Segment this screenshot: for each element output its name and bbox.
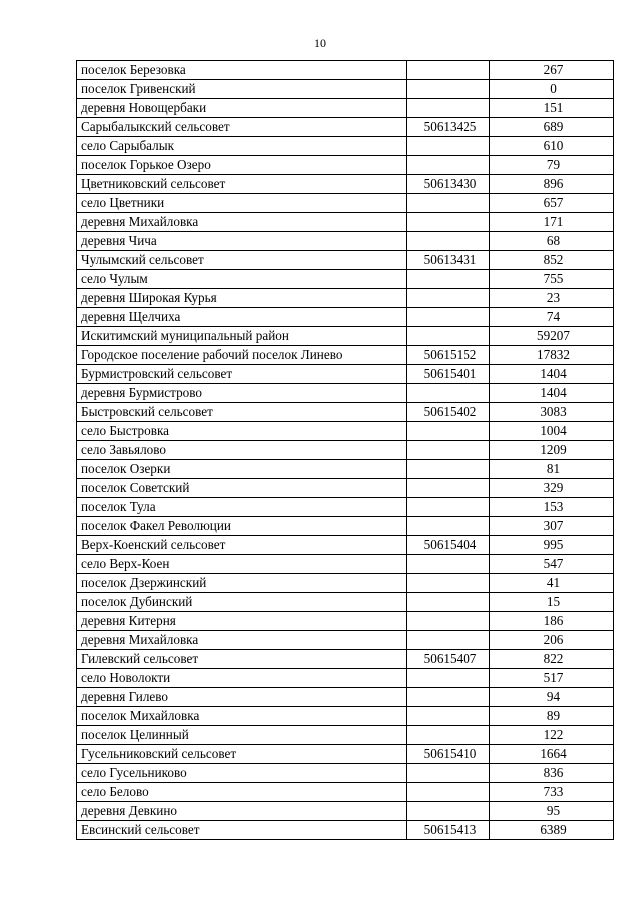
name-cell: поселок Горькое Озеро bbox=[77, 156, 407, 175]
okato-code-cell bbox=[407, 194, 490, 213]
okato-code-cell bbox=[407, 289, 490, 308]
okato-code-cell bbox=[407, 80, 490, 99]
name-cell: Гусельниковский сельсовет bbox=[77, 745, 407, 764]
name-cell: деревня Китерня bbox=[77, 612, 407, 631]
table-row bbox=[77, 707, 614, 726]
population-cell: 6389 bbox=[490, 821, 614, 840]
table-row bbox=[77, 631, 614, 650]
okato-code-cell bbox=[407, 707, 490, 726]
table-row bbox=[77, 289, 614, 308]
okato-code-cell bbox=[407, 232, 490, 251]
population-cell: 517 bbox=[490, 669, 614, 688]
name-cell: деревня Михайловка bbox=[77, 213, 407, 232]
population-cell: 89 bbox=[490, 707, 614, 726]
population-cell: 68 bbox=[490, 232, 614, 251]
name-cell: деревня Михайловка bbox=[77, 631, 407, 650]
table-row bbox=[77, 175, 614, 194]
population-cell: 153 bbox=[490, 498, 614, 517]
population-cell: 547 bbox=[490, 555, 614, 574]
name-cell: Искитимский муниципальный район bbox=[77, 327, 407, 346]
table-row bbox=[77, 156, 614, 175]
name-cell: село Чулым bbox=[77, 270, 407, 289]
name-cell: Бурмистровский сельсовет bbox=[77, 365, 407, 384]
population-cell: 755 bbox=[490, 270, 614, 289]
name-cell: поселок Березовка bbox=[77, 61, 407, 80]
name-cell: село Цветники bbox=[77, 194, 407, 213]
name-cell: поселок Тула bbox=[77, 498, 407, 517]
okato-code-cell bbox=[407, 688, 490, 707]
okato-code-cell bbox=[407, 612, 490, 631]
population-cell: 41 bbox=[490, 574, 614, 593]
okato-code-cell bbox=[407, 308, 490, 327]
population-cell: 836 bbox=[490, 764, 614, 783]
population-cell: 59207 bbox=[490, 327, 614, 346]
okato-code-cell bbox=[407, 631, 490, 650]
name-cell: поселок Дзержинский bbox=[77, 574, 407, 593]
okato-code-cell: 50615402 bbox=[407, 403, 490, 422]
okato-code-cell: 50615152 bbox=[407, 346, 490, 365]
okato-code-cell bbox=[407, 479, 490, 498]
table-row bbox=[77, 422, 614, 441]
table-row bbox=[77, 232, 614, 251]
okato-code-cell bbox=[407, 726, 490, 745]
table-row bbox=[77, 460, 614, 479]
population-cell: 17832 bbox=[490, 346, 614, 365]
population-cell: 74 bbox=[490, 308, 614, 327]
table-row bbox=[77, 384, 614, 403]
name-cell: поселок Гривенский bbox=[77, 80, 407, 99]
name-cell: поселок Озерки bbox=[77, 460, 407, 479]
name-cell: деревня Щелчиха bbox=[77, 308, 407, 327]
table-row bbox=[77, 251, 614, 270]
okato-code-cell bbox=[407, 460, 490, 479]
population-cell: 81 bbox=[490, 460, 614, 479]
population-cell: 171 bbox=[490, 213, 614, 232]
okato-code-cell: 50613430 bbox=[407, 175, 490, 194]
table-row bbox=[77, 270, 614, 289]
population-cell: 1664 bbox=[490, 745, 614, 764]
population-cell: 3083 bbox=[490, 403, 614, 422]
table-row bbox=[77, 593, 614, 612]
okato-code-cell: 50613425 bbox=[407, 118, 490, 137]
population-cell: 852 bbox=[490, 251, 614, 270]
name-cell: село Верх-Коен bbox=[77, 555, 407, 574]
table-row bbox=[77, 498, 614, 517]
okato-code-cell bbox=[407, 517, 490, 536]
table-row bbox=[77, 137, 614, 156]
table-row bbox=[77, 213, 614, 232]
okato-code-cell: 50615410 bbox=[407, 745, 490, 764]
okato-code-cell bbox=[407, 783, 490, 802]
table-row bbox=[77, 650, 614, 669]
okato-code-cell bbox=[407, 422, 490, 441]
population-cell: 822 bbox=[490, 650, 614, 669]
table-row bbox=[77, 612, 614, 631]
settlements-table bbox=[76, 60, 614, 840]
population-cell: 733 bbox=[490, 783, 614, 802]
name-cell: деревня Бурмистрово bbox=[77, 384, 407, 403]
table-row bbox=[77, 80, 614, 99]
population-cell: 151 bbox=[490, 99, 614, 118]
table-row bbox=[77, 574, 614, 593]
table-row bbox=[77, 118, 614, 137]
name-cell: Сарыбалыкский сельсовет bbox=[77, 118, 407, 137]
name-cell: Верх-Коенский сельсовет bbox=[77, 536, 407, 555]
table-row bbox=[77, 745, 614, 764]
name-cell: село Сарыбалык bbox=[77, 137, 407, 156]
table-row bbox=[77, 61, 614, 80]
okato-code-cell bbox=[407, 764, 490, 783]
name-cell: Евсинский сельсовет bbox=[77, 821, 407, 840]
population-cell: 186 bbox=[490, 612, 614, 631]
table-row bbox=[77, 308, 614, 327]
page-number: 10 bbox=[314, 36, 326, 50]
population-cell: 610 bbox=[490, 137, 614, 156]
name-cell: поселок Дубинский bbox=[77, 593, 407, 612]
okato-code-cell bbox=[407, 498, 490, 517]
okato-code-cell bbox=[407, 555, 490, 574]
population-cell: 896 bbox=[490, 175, 614, 194]
population-cell: 689 bbox=[490, 118, 614, 137]
okato-code-cell bbox=[407, 441, 490, 460]
name-cell: Цветниковский сельсовет bbox=[77, 175, 407, 194]
population-cell: 267 bbox=[490, 61, 614, 80]
population-cell: 1404 bbox=[490, 384, 614, 403]
table-row bbox=[77, 327, 614, 346]
population-cell: 94 bbox=[490, 688, 614, 707]
name-cell: деревня Широкая Курья bbox=[77, 289, 407, 308]
name-cell: Городское поселение рабочий поселок Линево bbox=[77, 346, 407, 365]
table-row bbox=[77, 688, 614, 707]
table-row bbox=[77, 403, 614, 422]
name-cell: село Белово bbox=[77, 783, 407, 802]
table-row bbox=[77, 346, 614, 365]
okato-code-cell: 50615407 bbox=[407, 650, 490, 669]
okato-code-cell bbox=[407, 669, 490, 688]
okato-code-cell bbox=[407, 802, 490, 821]
okato-code-cell bbox=[407, 384, 490, 403]
name-cell: село Завьялово bbox=[77, 441, 407, 460]
population-cell: 657 bbox=[490, 194, 614, 213]
okato-code-cell bbox=[407, 61, 490, 80]
name-cell: село Гусельниково bbox=[77, 764, 407, 783]
population-cell: 1404 bbox=[490, 365, 614, 384]
okato-code-cell bbox=[407, 99, 490, 118]
okato-code-cell bbox=[407, 593, 490, 612]
name-cell: деревня Гилево bbox=[77, 688, 407, 707]
name-cell: Чулымский сельсовет bbox=[77, 251, 407, 270]
name-cell: село Быстровка bbox=[77, 422, 407, 441]
name-cell: Гилевский сельсовет bbox=[77, 650, 407, 669]
okato-code-cell bbox=[407, 156, 490, 175]
population-cell: 23 bbox=[490, 289, 614, 308]
table-row bbox=[77, 194, 614, 213]
table-row bbox=[77, 517, 614, 536]
name-cell: поселок Советский bbox=[77, 479, 407, 498]
okato-code-cell: 50615413 bbox=[407, 821, 490, 840]
table-row bbox=[77, 821, 614, 840]
name-cell: поселок Факел Революции bbox=[77, 517, 407, 536]
population-cell: 307 bbox=[490, 517, 614, 536]
population-cell: 1209 bbox=[490, 441, 614, 460]
population-cell: 329 bbox=[490, 479, 614, 498]
settlements-table-body bbox=[77, 61, 614, 840]
okato-code-cell: 50615404 bbox=[407, 536, 490, 555]
population-cell: 995 bbox=[490, 536, 614, 555]
table-row bbox=[77, 783, 614, 802]
name-cell: деревня Чича bbox=[77, 232, 407, 251]
table-row bbox=[77, 536, 614, 555]
population-cell: 206 bbox=[490, 631, 614, 650]
population-cell: 79 bbox=[490, 156, 614, 175]
table-row bbox=[77, 99, 614, 118]
okato-code-cell: 50615401 bbox=[407, 365, 490, 384]
population-cell: 122 bbox=[490, 726, 614, 745]
table-row bbox=[77, 802, 614, 821]
table-row bbox=[77, 764, 614, 783]
name-cell: село Новолокти bbox=[77, 669, 407, 688]
table-row bbox=[77, 726, 614, 745]
name-cell: поселок Михайловка bbox=[77, 707, 407, 726]
table-row bbox=[77, 479, 614, 498]
name-cell: поселок Целинный bbox=[77, 726, 407, 745]
name-cell: деревня Девкино bbox=[77, 802, 407, 821]
okato-code-cell bbox=[407, 270, 490, 289]
table-row bbox=[77, 441, 614, 460]
okato-code-cell bbox=[407, 327, 490, 346]
population-cell: 0 bbox=[490, 80, 614, 99]
table-row bbox=[77, 365, 614, 384]
okato-code-cell: 50613431 bbox=[407, 251, 490, 270]
population-cell: 15 bbox=[490, 593, 614, 612]
table-row bbox=[77, 555, 614, 574]
population-cell: 95 bbox=[490, 802, 614, 821]
name-cell: деревня Новощербаки bbox=[77, 99, 407, 118]
okato-code-cell bbox=[407, 574, 490, 593]
name-cell: Быстровский сельсовет bbox=[77, 403, 407, 422]
okato-code-cell bbox=[407, 213, 490, 232]
population-cell: 1004 bbox=[490, 422, 614, 441]
okato-code-cell bbox=[407, 137, 490, 156]
table-row bbox=[77, 669, 614, 688]
